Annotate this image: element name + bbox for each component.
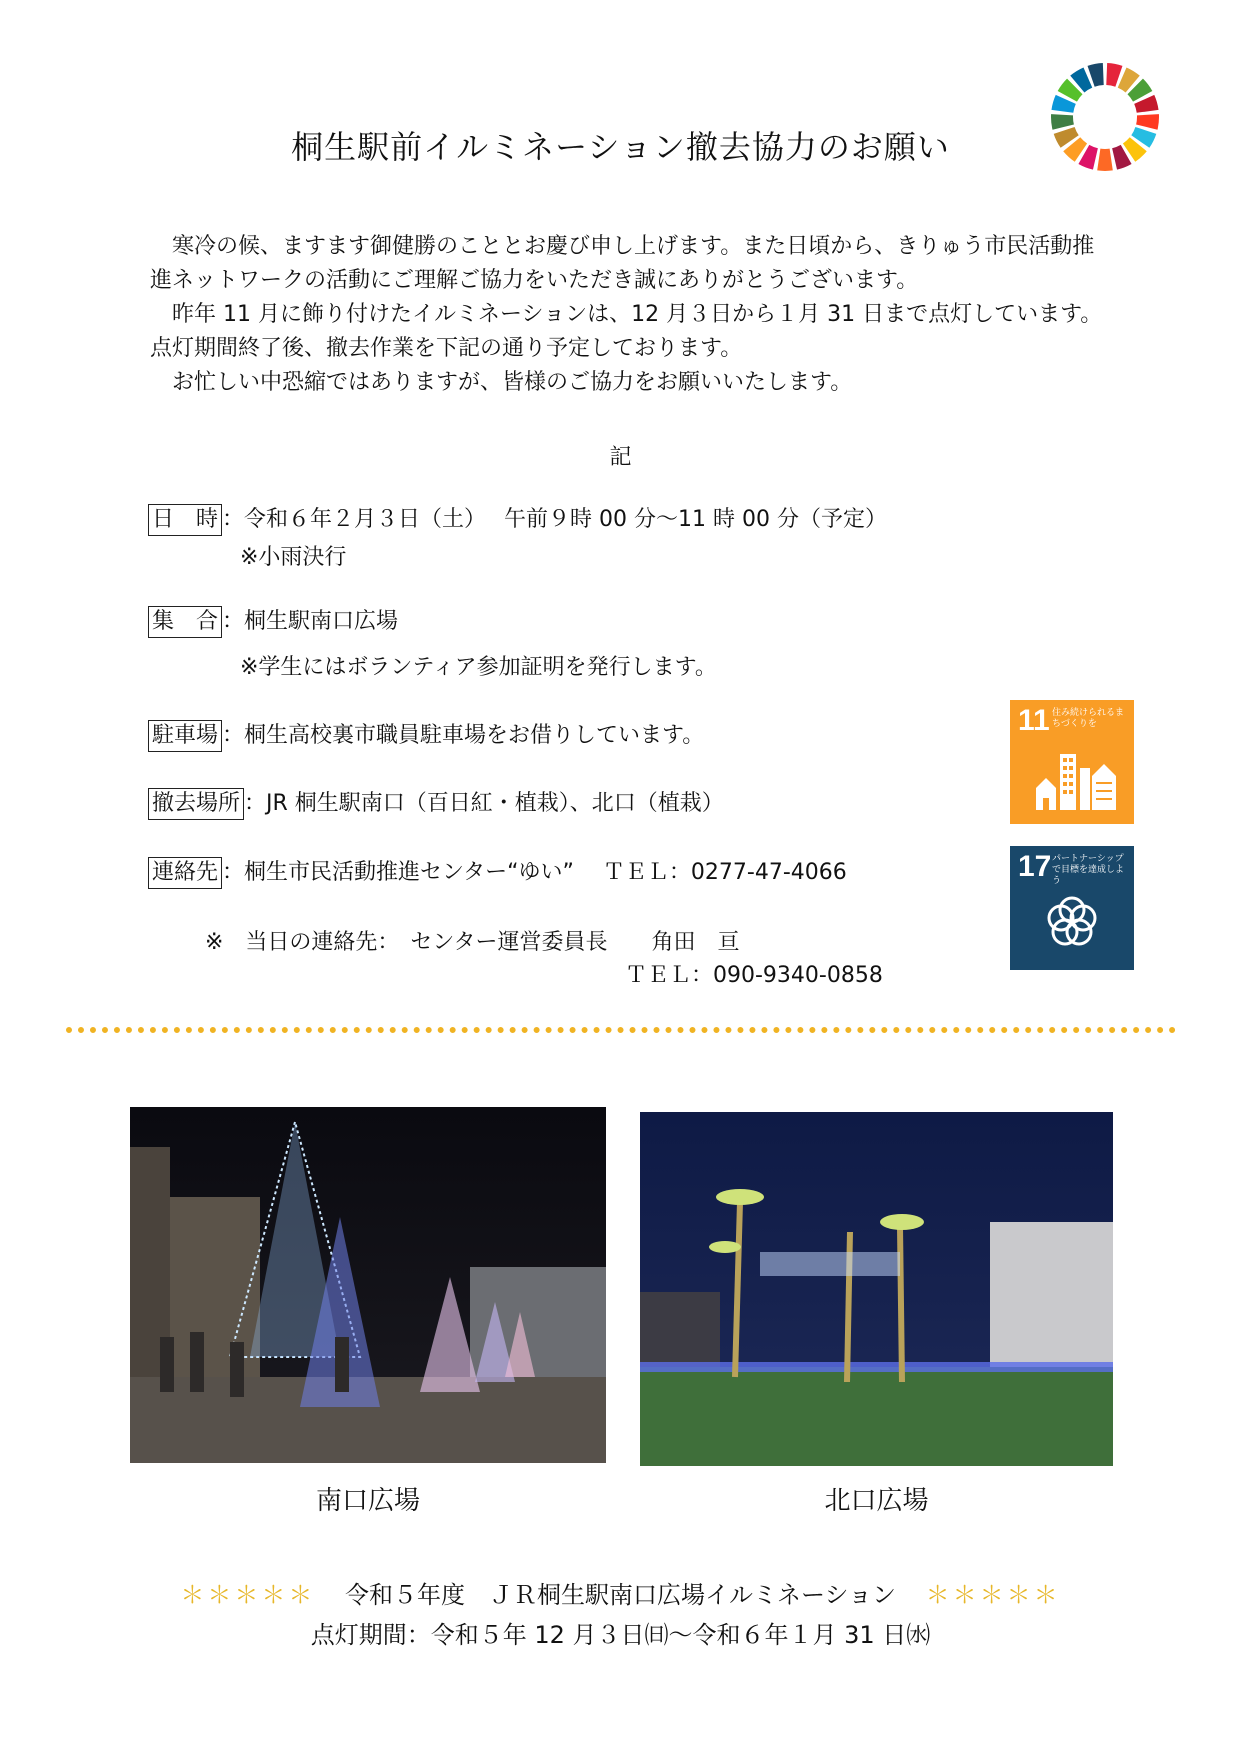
intro-paragraph-2: 昨年 11 月に飾り付けたイルミネーションは、12 月３日から１月 31 日まで点灯しています。点灯期間終了後、撤去作業を下記の通り予定しております。	[150, 302, 1103, 361]
dotted-divider	[66, 1027, 1176, 1033]
contact-row	[148, 855, 847, 889]
partnership-flower-icon	[1042, 892, 1102, 952]
contact-label: 連絡先	[148, 857, 222, 889]
date-note: ※小雨決行	[240, 545, 347, 570]
meet-row	[148, 604, 398, 638]
page-title: 桐生駅前イルミネーション撤去協力のお願い	[291, 128, 950, 166]
place-label: 撤去場所	[148, 788, 244, 820]
footer-event-line	[0, 1575, 1241, 1610]
north-plaza-photo	[640, 1112, 1113, 1466]
date-value: ：令和６年２月３日（土） 午前９時 00 分～11 時 00 分（予定）	[222, 507, 887, 532]
ki-heading: 記	[609, 445, 632, 470]
footer-period: 点灯期間：令和５年 12 月３日㈰～令和６年１月 31 日㈬	[310, 1621, 931, 1649]
star-decoration-left: ＊＊＊＊＊	[180, 1581, 316, 1609]
south-plaza-caption: 南口広場	[315, 1486, 420, 1516]
sdg-11-number: 11	[1018, 704, 1050, 737]
star-decoration-right: ＊＊＊＊＊	[925, 1581, 1061, 1609]
day-contact: ※ 当日の連絡先： センター運営委員長 角田 亘	[205, 930, 740, 955]
sdg-11-text: 住み続けられるまちづくりを	[1052, 708, 1125, 729]
meet-label: 集 合	[148, 606, 222, 638]
intro-paragraph-1: 寒冷の候、ますます御健勝のこととお慶び申し上げます。また日頃から、きりゅう市民活動推進ネットワークの活動にご理解ご協力をいただき誠にありがとうございます。	[150, 234, 1095, 293]
north-plaza-caption: 北口広場	[824, 1486, 929, 1516]
footer-event-title: 令和５年度 ＪＲ桐生駅南口広場イルミネーション	[344, 1581, 897, 1609]
date-label: 日 時	[148, 504, 222, 536]
place-row	[148, 786, 724, 820]
intro-paragraph-3: お忙しい中恐縮ではありますが、皆様のご協力をお願いいたします。	[150, 370, 853, 395]
parking-row	[148, 718, 704, 752]
meet-value: ：桐生駅南口広場	[222, 609, 399, 634]
sdg-11-icon	[1010, 700, 1134, 824]
sdg-17-text: パートナーシップで目標を達成しよう	[1052, 854, 1125, 886]
place-value: ：JR 桐生駅南口（百日紅・植栽）、北口（植栽）	[244, 791, 724, 816]
intro-text	[150, 230, 1110, 400]
parking-value: ：桐生高校裏市職員駐車場をお借りしています。	[222, 723, 705, 748]
parking-label: 駐車場	[148, 720, 222, 752]
day-contact-tel: ＴＥＬ：090-9340-0858	[625, 963, 883, 988]
sdg-17-icon	[1010, 846, 1134, 970]
contact-value: ：桐生市民活動推進センター“ゆい” ＴＥＬ：0277-47-4066	[222, 860, 847, 885]
sdg-17-number: 17	[1018, 850, 1052, 883]
meet-note: ※学生にはボランティア参加証明を発行します。	[240, 655, 717, 680]
date-row	[148, 502, 887, 536]
city-buildings-icon	[1032, 748, 1116, 810]
south-plaza-photo	[130, 1107, 606, 1463]
